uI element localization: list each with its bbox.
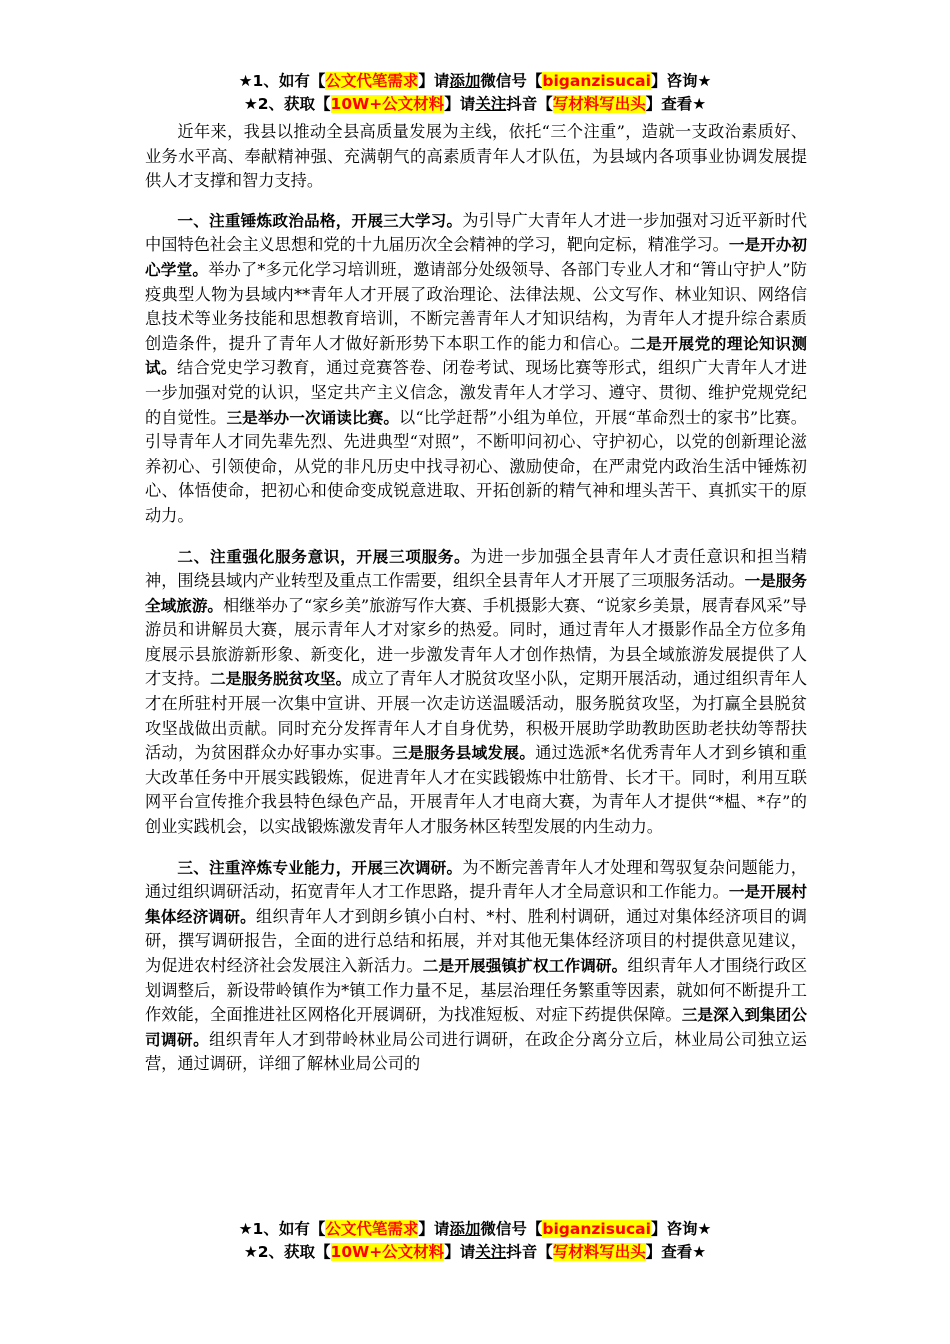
- banner-line-2-bottom: ★2、获取【10W+公文材料】请关注抖音【写材料写出头】查看★: [243, 1243, 707, 1261]
- section-2-heading: 二、注重强化服务意识，开展三项服务。: [177, 547, 471, 566]
- underlined-follow: 关注: [475, 95, 507, 113]
- document-body: [145, 120, 807, 1093]
- intro-paragraph: 近年来，我县以推动全县高质量发展为主线，依托“三个注重”，造就一支政治素质好、业务水平高、奉献精神强、充满朝气的高素质青年人才队伍，为县域内各项事业协调发展提供人才支撑和智力支持。: [145, 122, 807, 191]
- ad-banner-top: [110, 70, 840, 116]
- section-1-heading: 一、注重锤炼政治品格，开展三大学习。: [177, 211, 463, 230]
- highlight-service: 公文代笔需求: [325, 72, 419, 90]
- banner-line-1: ★1、如有【公文代笔需求】请添加微信号【biganzisucai】咨询★: [238, 72, 712, 90]
- wechat-id: biganzisucai: [542, 72, 651, 90]
- douyin-account: 写材料写出头: [552, 95, 646, 113]
- underlined-add: 添加: [449, 72, 481, 90]
- banner-line-2: ★2、获取【10W+公文材料】请关注抖音【写材料写出头】查看★: [243, 95, 707, 113]
- section-3-paragraph: 三、注重淬炼专业能力，开展三次调研。为不断完善青年人才处理和驾驭复杂问题能力，通过组织调研活动，拓宽青年人才工作思路，提升青年人才全局意识和工作能力。一是开展村集体经济调研。组织青年人才到朗乡镇小白村、*村、胜利村调研，通过对集体经济项目的调研，撰写调研报告，全面的进行总结和拓展，并对其他无集体经济项目的村提供意见建议，为促进农村经济社会发展注入新活力。二是开展强镇扩权工作调研。组织青年人才围绕行政区划调整后，新设带岭镇作为*镇工作力量不足，基层治理任务繁重等因素，就如何不断提升工作效能，全面推进社区网格化开展调研，为找准短板、对症下药提供保障。三是深入到集团公司调研。组织青年人才到带岭林业局公司进行调研，在政企分离分立后，林业局公司独立运营，通过调研，详细了解林业局公司的: [145, 857, 808, 1074]
- section-3-heading: 三、注重淬炼专业能力，开展三次调研。: [177, 858, 463, 877]
- section-2-paragraph: 二、注重强化服务意识，开展三项服务。为进一步加强全县青年人才责任意识和担当精神，围绕县域内产业转型及重点工作需要，组织全县青年人才开展了三项服务活动。一是服务全域旅游。相继举办了“家乡美”旅游写作大赛、手机摄影大赛、“说家乡美景，展青春风采”导游员和讲解员大赛，展示青年人才对家乡的热爱。同时，通过青年人才摄影作品全方位多角度展示县旅游新形象、新变化，进一步激发青年人才创作热情，为县全域旅游发展提供了人才支持。二是服务脱贫攻坚。成立了青年人才脱贫攻坚小队，定期开展活动，通过组织青年人才在所驻村开展一次集中宣讲、开展一次走访送温暖活动，服务脱贫攻坚，为打赢全县脱贫攻坚战做出贡献。同时充分发挥青年人才自身优势，积极开展助学助教助医助老扶幼等帮扶活动，为贫困群众办好事办实事。三是服务县域发展。通过选派*名优秀青年人才到乡镇和重大改革任务中开展实践锻炼，促进青年人才在实践锻炼中壮筋骨、长才干。同时，利用互联网平台宣传推介我县特色绿色产品，开展青年人才电商大赛，为青年人才提供“*榅、*存”的创业实践机会，以实战锻炼激发青年人才服务林区转型发展的内生动力。: [145, 546, 808, 837]
- ad-banner-bottom: [110, 1218, 840, 1264]
- banner-line-1-bottom: ★1、如有【公文代笔需求】请添加微信号【biganzisucai】咨询★: [238, 1220, 712, 1238]
- section-1-paragraph: 一、注重锤炼政治品格，开展三大学习。为引导广大青年人才进一步加强对习近平新时代中国特色社会主义思想和党的十九届历次全会精神的学习，靶向定标，精准学习。一是开办初心学堂。举办了*多元化学习培训班，邀请部分处级领导、各部门专业人才和“箐山守护人”防疫典型人物为县域内**青年人才开展了政治理论、法律法规、公文写作、林业知识、网络信息技术等业务技能和思想教育培训，不断完善青年人才知识结构，为青年人才提升综合素质创造条件，提升了青年人才做好新形势下本职工作的能力和信心。二是开展党的理论知识测试。结合党史学习教育，通过竞赛答卷、闭卷考试、现场比赛等形式，组织广大青年人才进一步加强对党的认识，坚定共产主义信念，激发青年人才学习、遵守、贯彻、维护党规党纪的自觉性。三是举办一次诵读比赛。以“比学赶帮”小组为单位，开展“革命烈士的家书”比赛。引导青年人才同先辈先烈、先进典型“对照”，不断叩问初心、守护初心，以党的创新理论滋养初心、引领使命，从党的非凡历史中找寻初心、激励使命，在严肃党内政治生活中锤炼初心、体悟使命，把初心和使命变成锐意进取、开拓创新的精气神和埋头苦干、真抓实干的原动力。: [145, 210, 807, 525]
- highlight-materials: 10W+公文材料: [330, 95, 445, 113]
